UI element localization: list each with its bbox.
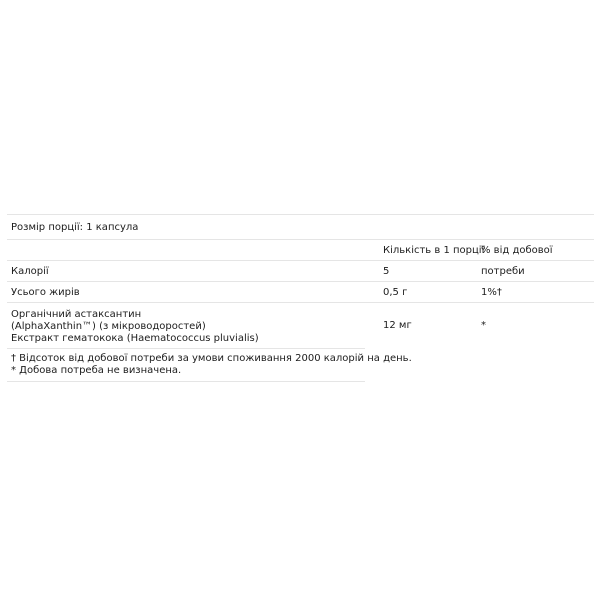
astaxanthin-amount: 12 мг — [383, 320, 412, 331]
nutrient-name: Калорії — [11, 266, 49, 277]
astaxanthin-name — [11, 309, 259, 345]
footnote-star: * Добова потреба не визначена. — [11, 365, 182, 376]
table-row — [7, 281, 594, 302]
serving-size-row — [7, 214, 594, 239]
nutrient-amount: 0,5 г — [383, 287, 408, 298]
nutrient-amount: 5 — [383, 266, 390, 277]
supplement-facts-table — [7, 214, 594, 382]
serving-size-label: Розмір порції: 1 капсула — [11, 222, 139, 233]
astaxanthin-daily-value: * — [481, 320, 486, 331]
nutrient-daily-value: 1%† — [481, 287, 502, 298]
astaxanthin-name-line-2: (AlphaXanthin™) (з мікроводоростей) — [11, 321, 206, 332]
table-row — [7, 260, 594, 281]
footnote-dagger: † Відсоток від добової потреби за умови споживання 2000 калорій на день. — [11, 353, 412, 364]
table-row — [7, 302, 594, 348]
amount-per-serving-header: Кількість в 1 порції — [383, 245, 485, 256]
nutrient-name: Усього жирів — [11, 287, 80, 298]
footnotes — [7, 348, 412, 382]
astaxanthin-name-line-3: Екстракт гематокока (Haematococcus pluvialis) — [11, 333, 259, 344]
astaxanthin-name-line-1: Органічний астаксантин — [11, 309, 142, 320]
daily-value-header: % від добової потреби — [481, 245, 553, 277]
